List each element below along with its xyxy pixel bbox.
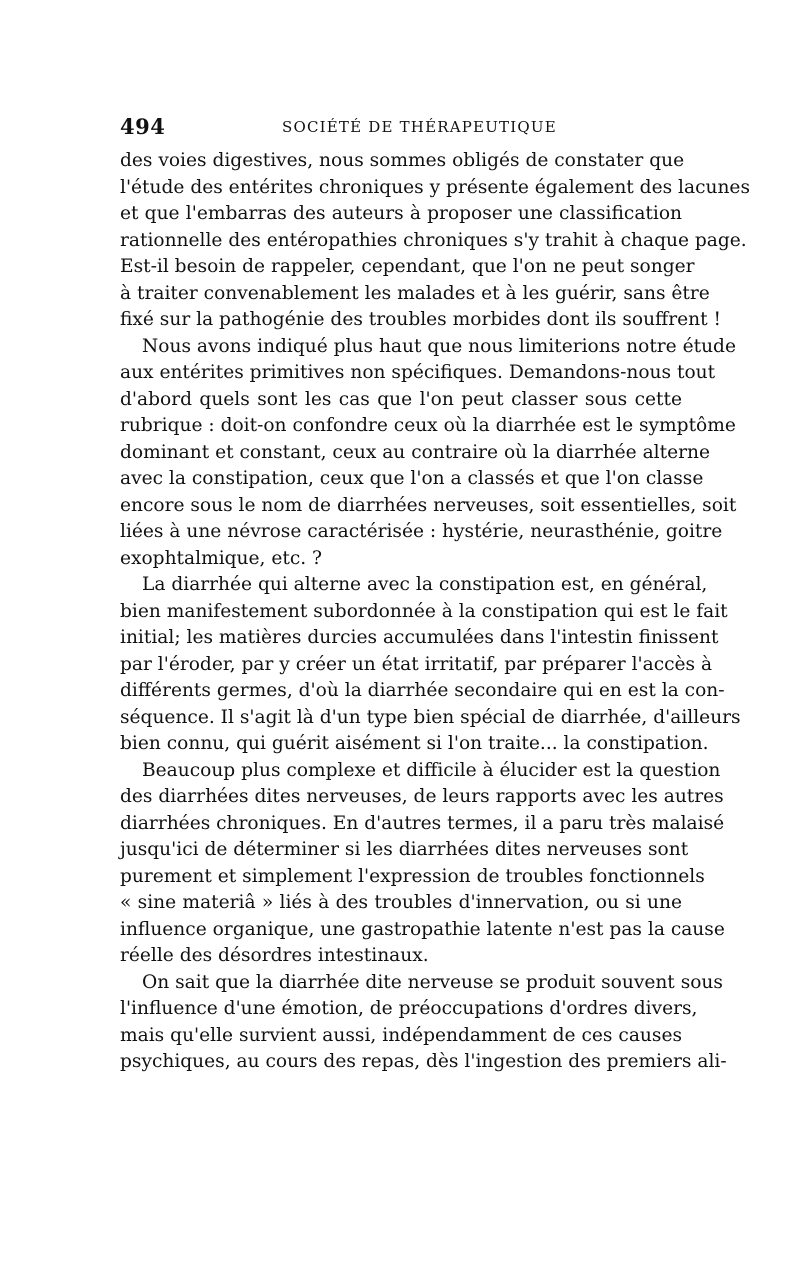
text-line: des voies digestives, nous sommes obligés de constater que (120, 150, 685, 171)
body-text (120, 148, 750, 1076)
text-line: Beaucoup plus complexe et difficile à élucider est la question (142, 759, 721, 781)
paragraph-3 (120, 572, 741, 758)
text-line: On sait que la diarrhée dite nerveuse se produit souvent sous (142, 971, 723, 993)
text-line: des diarrhées dites nerveuses, de leurs rapports avec les autres (120, 786, 724, 807)
paragraph-2 (120, 334, 737, 573)
page-number: 494 (120, 114, 166, 139)
text-line: bien manifestement subordonnée à la constipation qui est le fait (120, 600, 728, 622)
text-line: d'abord quels sont les cas que l'on peut classer sous cette (120, 388, 682, 410)
text-line: fixé sur la pathogénie des troubles morbides dont ils souffrent ! (120, 309, 721, 330)
text-line: différents germes, d'où la diarrhée secondaire qui en est la con- (120, 680, 725, 701)
text-line: séquence. Il s'agit là d'un type bien spécial de diarrhée, d'ailleurs (120, 706, 741, 728)
text-line: rubrique : doit-on confondre ceux où la diarrhée est le symptôme (120, 415, 736, 436)
paragraph-5 (120, 970, 727, 1076)
text-line: aux entérites primitives non spécifiques. Demandons-nous tout (120, 362, 716, 383)
text-line: dominant et constant, ceux au contraire où la diarrhée alterne (120, 441, 710, 463)
text-line: La diarrhée qui alterne avec la constipation est, en général, (142, 574, 708, 595)
text-line: à traiter convenablement les malades et à les guérir, sans être (120, 282, 710, 304)
text-line: purement et simplement l'expression de troubles fonctionnels (120, 865, 705, 887)
paragraph-1 (120, 148, 750, 334)
paragraph-4 (120, 758, 725, 970)
running-head: SOCIÉTÉ DE THÉRAPEUTIQUE (282, 118, 557, 136)
text-line: rationnelle des entéropathies chroniques s'y trahit à chaque page. (120, 229, 747, 251)
text-line: liées à une névrose caractérisée : hystérie, neurasthénie, goitre (120, 521, 723, 542)
text-line: réelle des désordres intestinaux. (120, 945, 429, 966)
text-line: mais qu'elle survient aussi, indépendamment de ces causes (120, 1024, 682, 1046)
text-line: l'influence d'une émotion, de préoccupations d'ordres divers, (120, 998, 698, 1019)
text-line: exophtalmique, etc. ? (120, 547, 323, 569)
text-line: encore sous le nom de diarrhées nerveuses, soit essentielles, soit (120, 494, 737, 516)
text-line: par l'éroder, par y créer un état irritatif, par préparer l'accès à (120, 653, 713, 675)
text-line: diarrhées chroniques. En d'autres termes, il a paru très malaisé (120, 812, 725, 834)
text-line: et que l'embarras des auteurs à proposer une classification (120, 203, 682, 224)
text-line: initial; les matières durcies accumulées dans l'intestin finissent (120, 627, 719, 648)
text-line: jusqu'ici de déterminer si les diarrhées dites nerveuses sont (120, 839, 689, 860)
text-line: Nous avons indiqué plus haut que nous limiterions notre étude (142, 335, 736, 357)
text-line: l'étude des entérites chroniques y présente également des lacunes (120, 176, 750, 198)
text-line: avec la constipation, ceux que l'on a classés et que l'on classe (120, 468, 704, 489)
text-line: « sine materiâ » liés à des troubles d'innervation, ou si une (120, 892, 682, 913)
text-line: influence organique, une gastropathie latente n'est pas la cause (120, 918, 725, 940)
text-line: bien connu, qui guérit aisément si l'on traite... la constipation. (120, 733, 709, 754)
text-line: psychiques, au cours des repas, dès l'ingestion des premiers ali- (120, 1051, 727, 1072)
text-line: Est-il besoin de rappeler, cependant, que l'on ne peut songer (120, 256, 695, 277)
